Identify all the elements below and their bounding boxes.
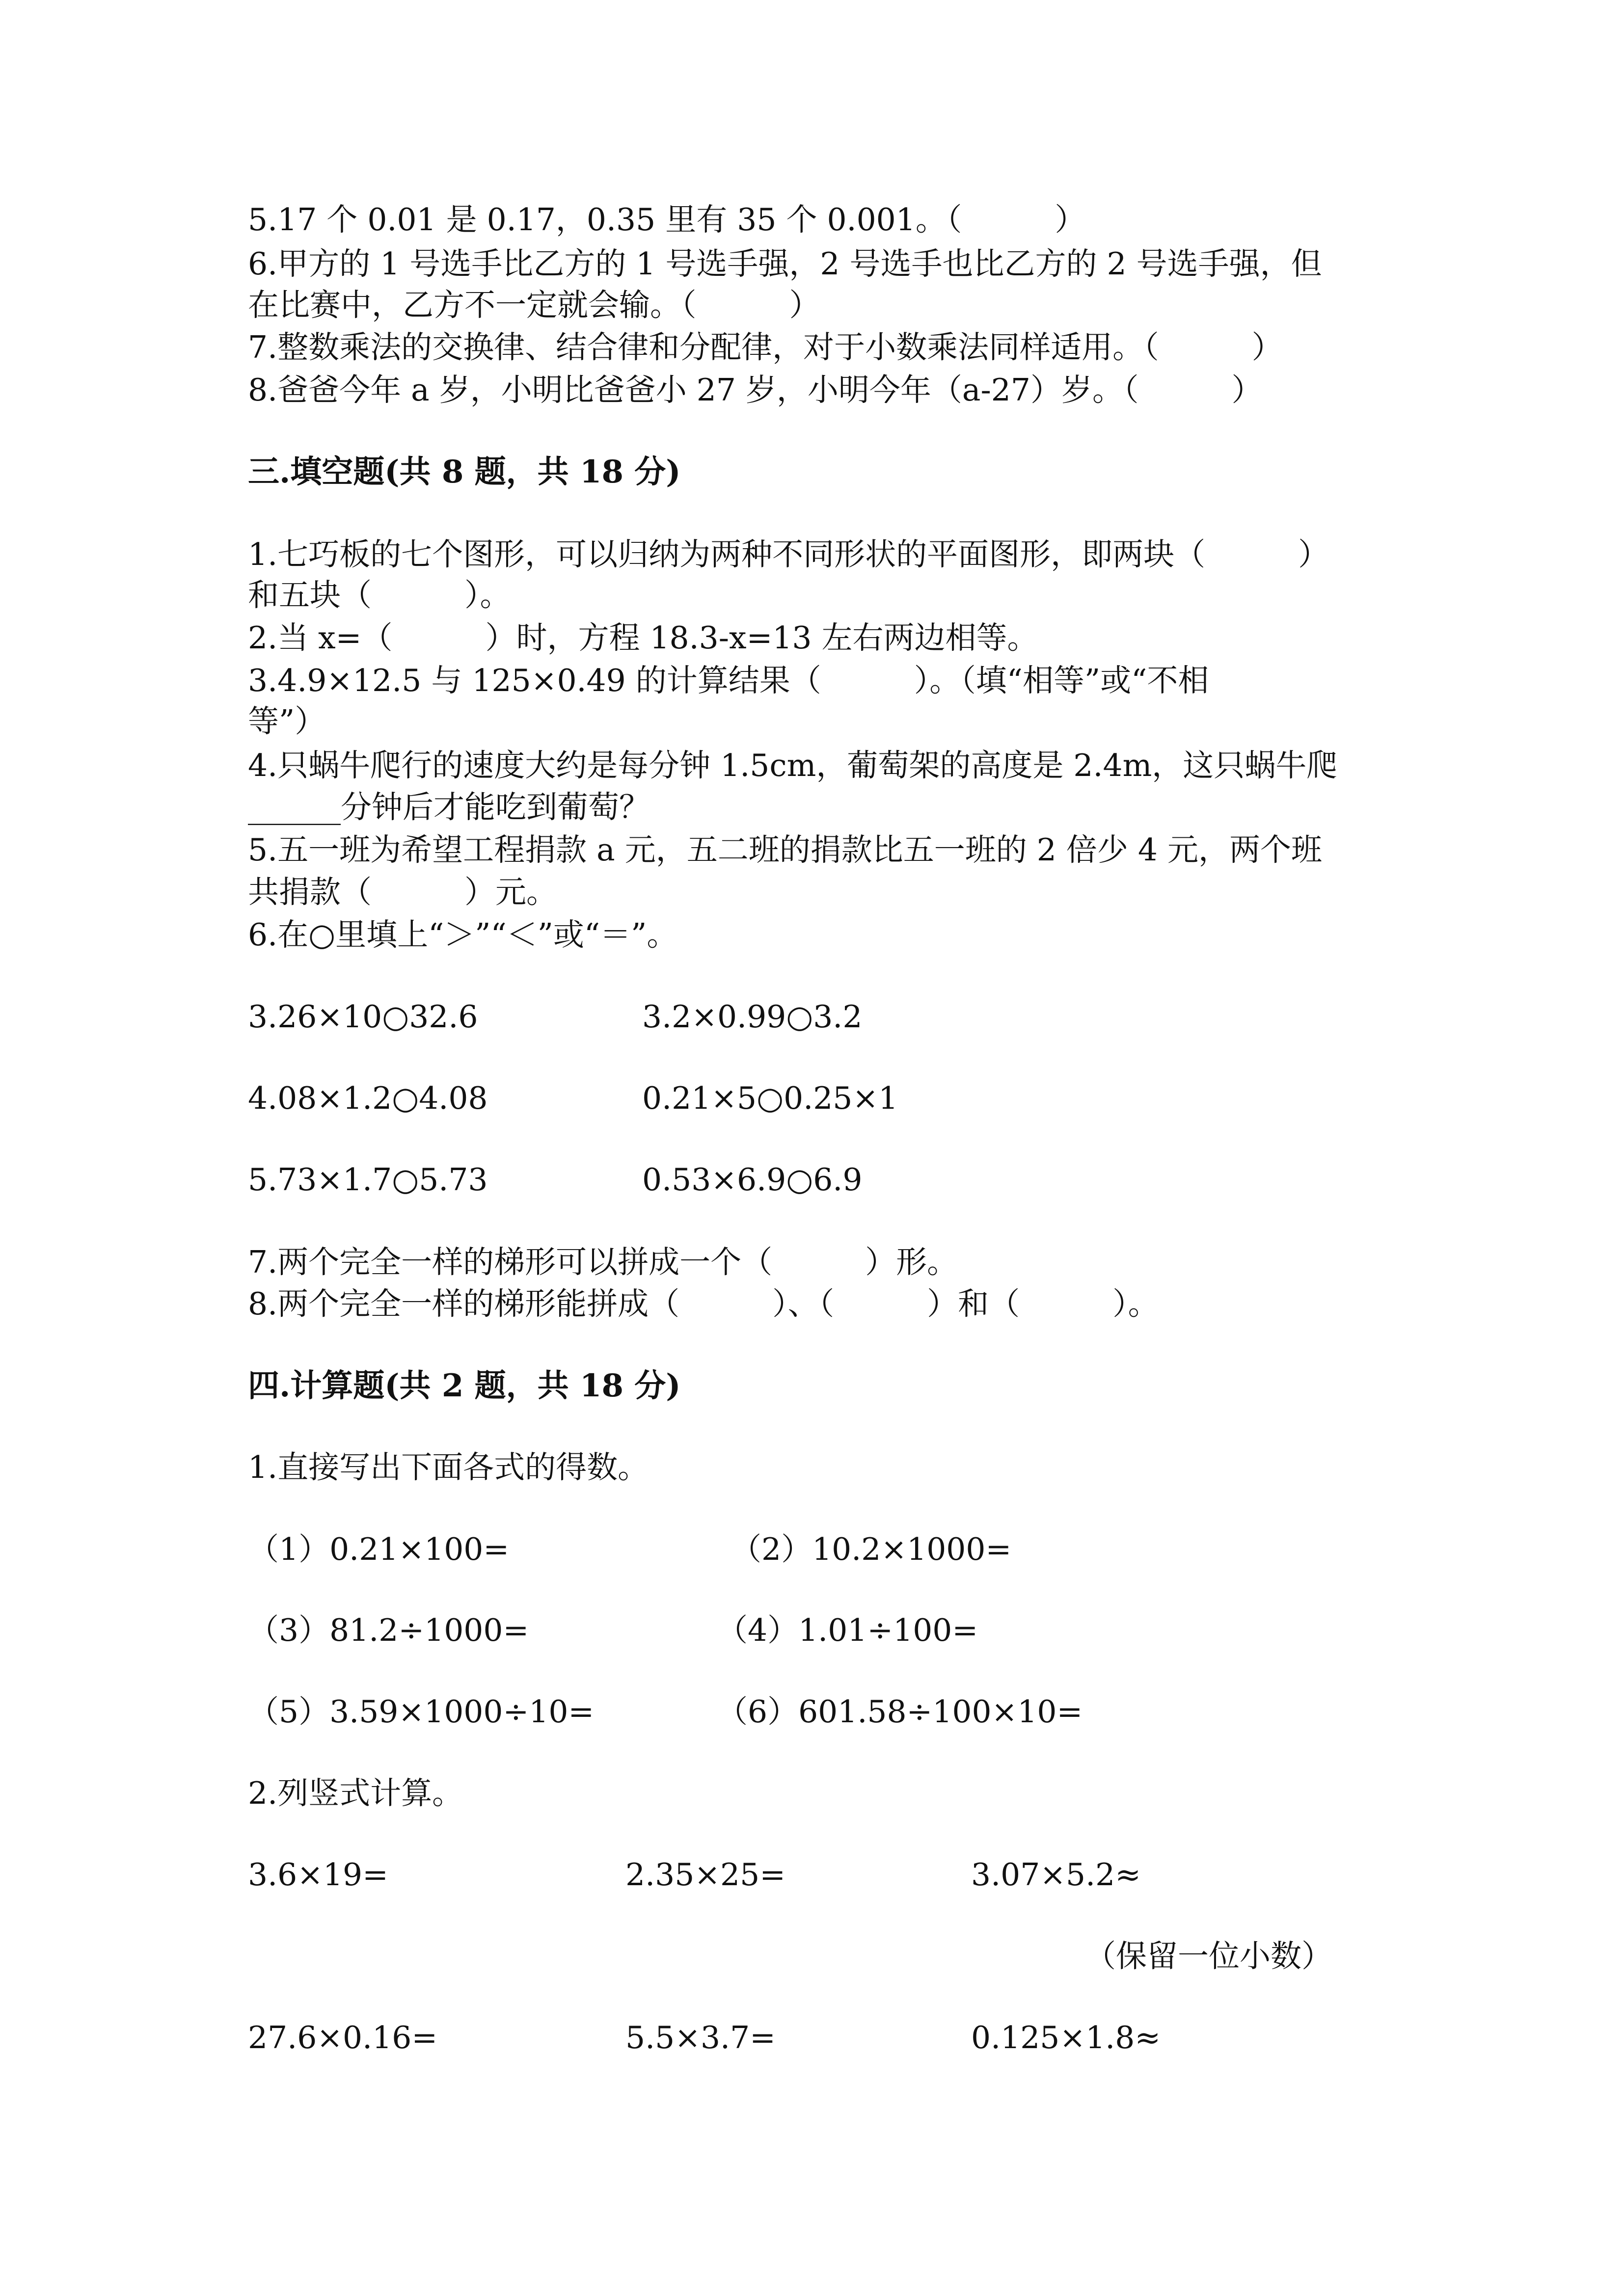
judge-q6-line2: 在比赛中，乙方不一定就会输。（ ）: [248, 287, 820, 323]
fill-q3-line2: 等”）: [248, 703, 326, 739]
fill-q4-line1: 4.只蜗牛爬行的速度大约是每分钟 1.5cm，葡萄架的高度是 2.4m，这只蜗牛爬: [248, 748, 1338, 783]
compare-item: 4.08×1.2○4.08: [248, 1080, 488, 1116]
direct-item: （2）10.2×1000=: [731, 1531, 1012, 1567]
compare-item: 3.26×10○32.6: [248, 999, 478, 1035]
judge-q5: 5.17 个 0.01 是 0.17，0.35 里有 35 个 0.001。（ ）: [248, 202, 1086, 238]
rounding-note: （保留一位小数）: [1085, 1938, 1332, 1974]
direct-item: （6）601.58÷100×10=: [717, 1694, 1083, 1730]
direct-item: （1）0.21×100=: [248, 1531, 510, 1567]
compare-item: 5.73×1.7○5.73: [248, 1162, 488, 1198]
calc-q2: 2.列竖式计算。: [248, 1775, 463, 1811]
direct-item: （5）3.59×1000÷10=: [248, 1694, 595, 1730]
compare-item: 3.2×0.99○3.2: [642, 999, 863, 1035]
fill-q5-line1-visible: 5.五一班为希望工程捐款 a 元，五二班的捐款比五一班的 2 倍少 4 元，两个班: [248, 832, 1322, 868]
judge-q7: 7.整数乘法的交换律、结合律和分配律，对于小数乘法同样适用。（ ）: [248, 329, 1283, 365]
compare-item: 0.53×6.9○6.9: [642, 1162, 863, 1198]
direct-item: （4）1.01÷100=: [717, 1612, 978, 1648]
fill-q7: 7.两个完全一样的梯形可以拼成一个（ ）形。: [248, 1244, 958, 1280]
vertical-item: 3.6×19=: [248, 1857, 388, 1893]
calc-q1: 1.直接写出下面各式的得数。: [248, 1449, 649, 1485]
vertical-item: 27.6×0.16=: [248, 2020, 438, 2056]
judge-q8: 8.爸爸今年 a 岁，小明比爸爸小 27 岁，小明今年（a-27）岁。（ ）: [248, 372, 1263, 408]
compare-item: 0.21×5○0.25×1: [642, 1080, 898, 1116]
fill-q5-line2: 共捐款（ ）元。: [248, 874, 557, 910]
vertical-item: 3.07×5.2≈: [971, 1857, 1141, 1893]
fill-q6: 6.在○里填上“＞”“＜”或“＝”。: [248, 917, 678, 953]
vertical-item: 5.5×3.7=: [625, 2020, 776, 2056]
fill-q2: 2.当 x=（ ）时，方程 18.3-x=13 左右两边相等。: [248, 620, 1038, 656]
section4-title: 四.计算题(共 2 题，共 18 分): [248, 1367, 681, 1404]
fill-q1-line1: 1.七巧板的七个图形，可以归纳为两种不同形状的平面图形，即两块（ ）: [248, 536, 1329, 572]
section3-title: 三.填空题(共 8 题，共 18 分): [248, 454, 681, 490]
fill-q3-line1: 3.4.9×12.5 与 125×0.49 的计算结果（ ）。（填“相等”或“不相: [248, 663, 1209, 698]
fill-q1-line2: 和五块（ ）。: [248, 577, 511, 613]
fill-q4-line2: ______分钟后才能吃到葡萄？: [248, 789, 650, 825]
vertical-item: 2.35×25=: [625, 1857, 786, 1893]
judge-q6-line1: 6.甲方的 1 号选手比乙方的 1 号选手强，2 号选手也比乙方的 2 号选手强，但: [248, 246, 1322, 282]
vertical-item: 0.125×1.8≈: [971, 2020, 1161, 2056]
direct-item: （3）81.2÷1000=: [248, 1612, 529, 1648]
fill-q8: 8.两个完全一样的梯形能拼成（ ）、（ ）和（ ）。: [248, 1286, 1159, 1322]
